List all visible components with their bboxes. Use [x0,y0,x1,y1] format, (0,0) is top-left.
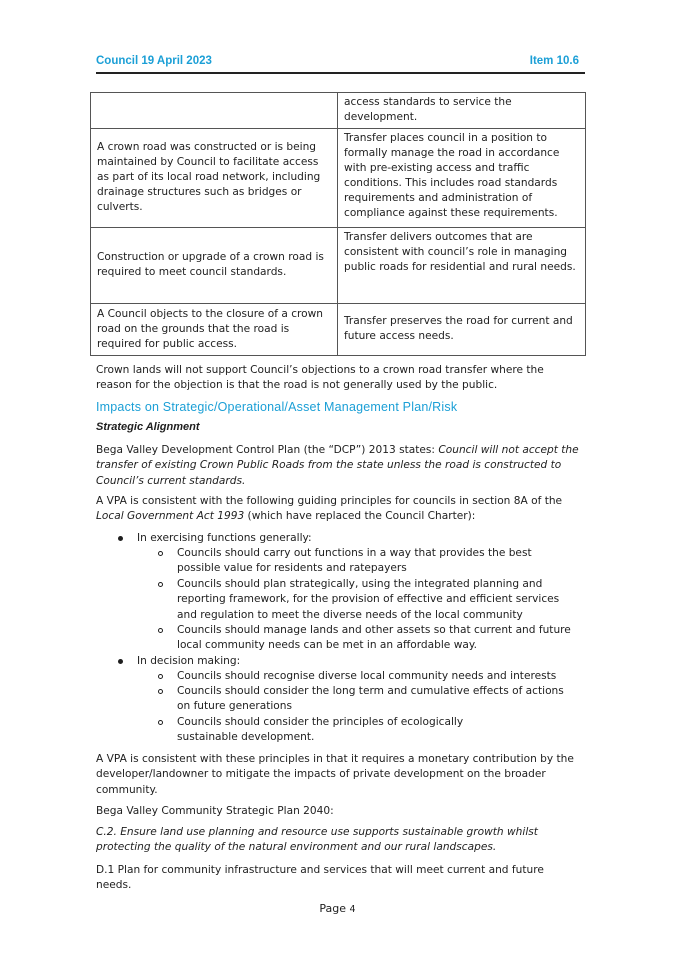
vpa-consistent-paragraph: A VPA is consistent with these principles in that it requires a monetary contribution by the developer/landowner to mitigate the impacts of private development on the broader community. [96,753,574,796]
bullet-icon [118,536,123,541]
table-cell: Transfer delivers outcomes that are consistent with council’s role in managing public roads for residential and rural needs. [338,228,586,304]
crown-lands-paragraph: Crown lands will not support Council’s objections to a crown road transfer where the reason for the objection is that the road is not generally used by the public. [96,364,544,392]
csp-label: Bega Valley Community Strategic Plan 2040: [96,805,334,817]
table-row [91,228,586,304]
table-row [91,304,586,356]
sub-bullet-icon [158,674,163,679]
table-cell: A Council objects to the closure of a crown road on the grounds that the road is required for public access. [91,304,338,356]
table-cell: Transfer preserves the road for current and future access needs. [338,304,586,356]
table-row [91,129,586,228]
sub-bullet-icon [158,551,163,556]
dcp-paragraph: Bega Valley Development Control Plan (the “DCP”) 2013 states: Council will not accept the transfer of existing Crown Public Roads from the state unless the road is constructed to Council’s current standards. [96,444,579,487]
bullet-icon [118,659,123,664]
table-row [91,93,586,129]
table-cell: Construction or upgrade of a crown road is required to meet council standards. [91,228,338,304]
page-header [96,53,584,73]
page-number: 4 [349,904,356,915]
csp-d1-paragraph: D.1 Plan for community infrastructure and services that will meet current and future needs. [96,864,544,892]
sub-bullet-icon [158,720,163,725]
list-item: Councils should manage lands and other assets so that current and future local community needs can be met in an affordable way. [177,624,571,652]
sub-bullet-icon [158,582,163,587]
item-number: Item 10.6 [529,55,579,67]
list-item: Councils should consider the long term and cumulative effects of actions on future generations [177,685,564,713]
list-item: Councils should consider the principles of ecologically sustainable development. [177,716,464,744]
impacts-heading: Impacts on Strategic/Operational/Asset Management Plan/Risk [96,400,458,414]
list-item: Councils should plan strategically, using the integrated planning and reporting framework, for the provision of effective and efficient services and regulation to meet the diverse needs of the local community [177,578,560,621]
bullet-general: In exercising functions generally: [137,532,312,544]
page-label: Page [319,902,350,915]
table-cell: Transfer places council in a position to formally manage the road in accordance with pre-existing access and traffic conditions. This includes road standards requirements and administration of compliance against these requirements. [338,129,586,228]
sub-bullet-icon [158,689,163,694]
vpa-principles-paragraph: A VPA is consistent with the following guiding principles for councils in section 8A of the Local Government Act 1993 (which have replaced the Council Charter): [96,495,563,523]
table-cell [91,93,338,129]
strategic-alignment-subheading: Strategic Alignment [96,421,200,433]
table-cell: A crown road was constructed or is being maintained by Council to facilitate access as part of its local road network, including drainage structures such as bridges or culverts. [91,129,338,228]
list-item: Councils should carry out functions in a way that provides the best possible value for residents and ratepayers [177,547,532,575]
page-footer [0,902,675,915]
road-transfer-table [90,92,586,356]
header-divider [96,72,585,74]
sub-bullet-icon [158,628,163,633]
meeting-date: Council 19 April 2023 [96,55,212,67]
list-item: Councils should recognise diverse local community needs and interests [177,670,557,682]
csp-c2-paragraph: C.2. Ensure land use planning and resource use supports sustainable growth whilst protecting the quality of the natural environment and our rural landscapes. [96,826,538,854]
bullet-decision: In decision making: [137,655,241,667]
table-cell: access standards to service the development. [338,93,586,129]
